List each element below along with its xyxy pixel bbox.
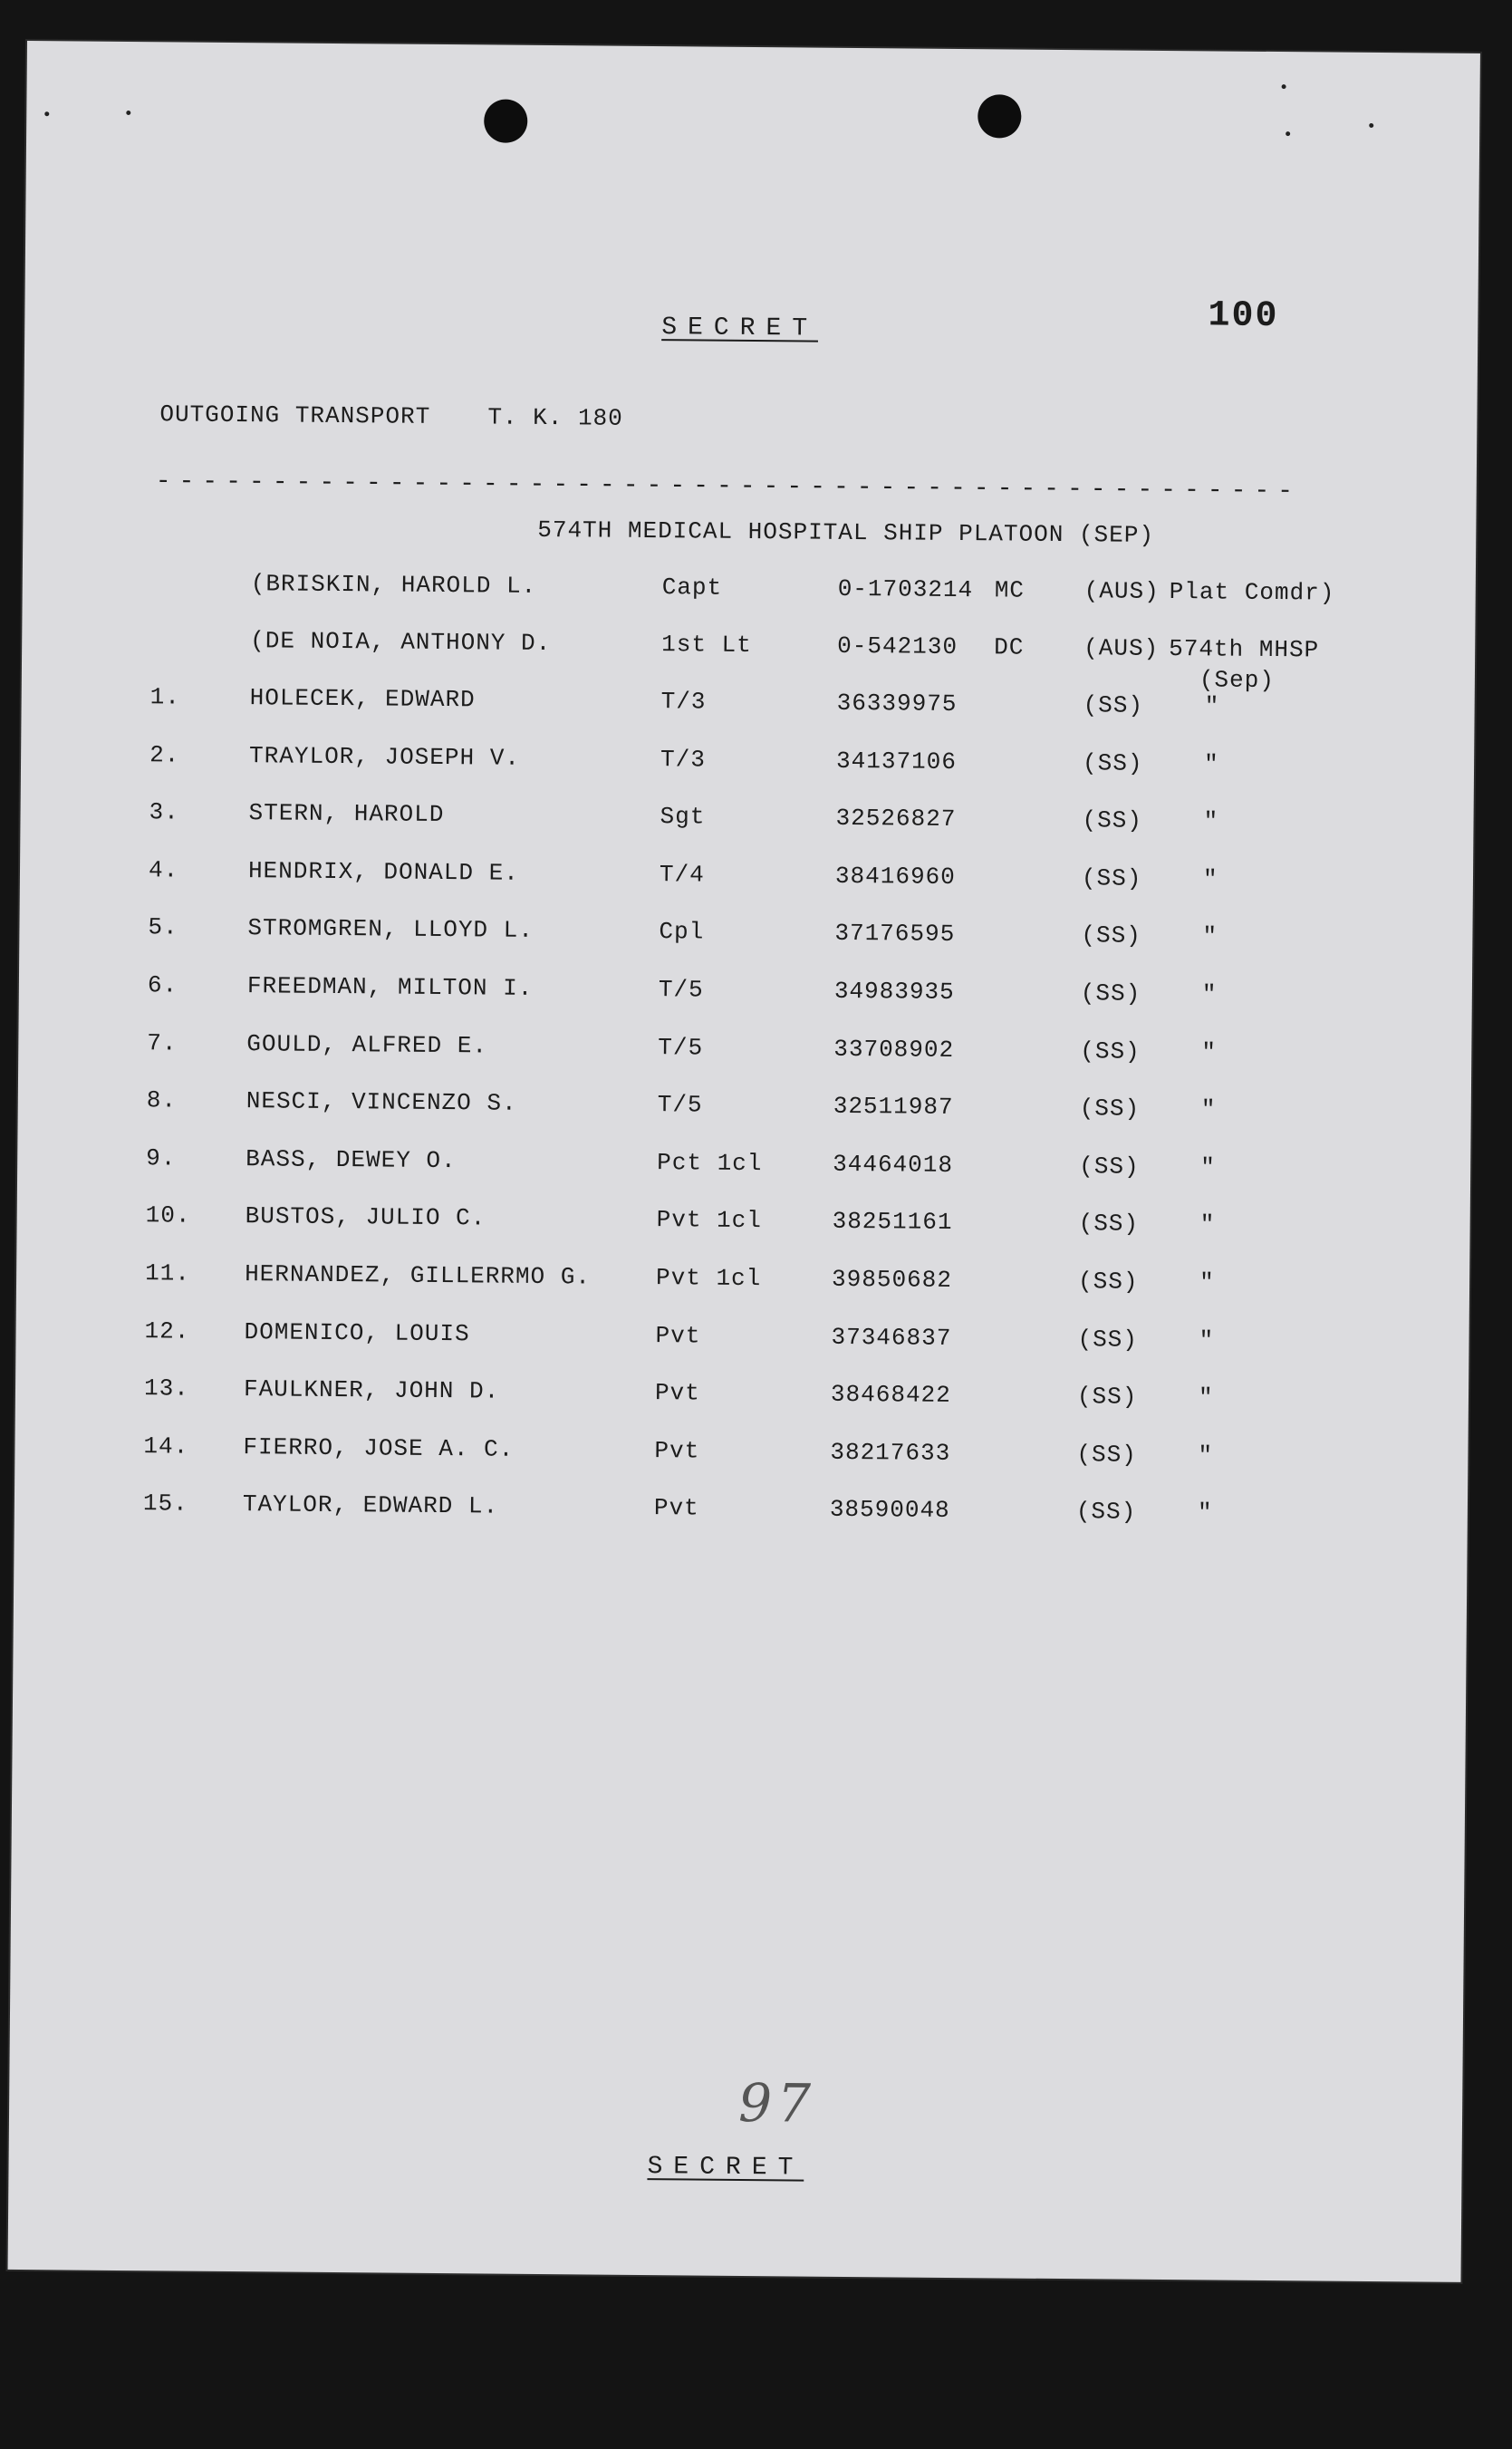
speck (1282, 84, 1286, 89)
officer-branch: DC (994, 633, 1025, 661)
roster-name: HENDRIX, DONALD E. (247, 856, 519, 887)
roster-number: 6. (147, 971, 178, 999)
roster-ditto-mark: " (1204, 692, 1220, 720)
speck (1369, 123, 1373, 128)
roster-rank: Cpl (659, 918, 705, 946)
roster-component: (SS) (1078, 1210, 1140, 1239)
roster-serial: 33708902 (833, 1035, 955, 1064)
roster-number: 3. (149, 798, 179, 826)
roster-serial: 37346837 (831, 1323, 952, 1352)
roster-number: 11. (145, 1259, 191, 1287)
roster-name: TRAYLOR, JOSEPH V. (248, 741, 521, 772)
roster-component: (SS) (1079, 1094, 1141, 1123)
roster-name: STERN, HAROLD (248, 799, 445, 829)
roster-serial: 38251161 (832, 1208, 953, 1237)
roster-number: 9. (146, 1143, 177, 1172)
roster-ditto-mark: " (1199, 1268, 1215, 1297)
roster-component: (SS) (1082, 806, 1143, 834)
officer-note: 574th MHSP (1169, 635, 1320, 664)
roster-ditto-mark: " (1199, 1326, 1215, 1355)
roster-name: DOMENICO, LOUIS (244, 1317, 470, 1347)
roster-component: (SS) (1080, 979, 1141, 1008)
roster-rank: Pvt (655, 1321, 701, 1350)
roster-component: (SS) (1076, 1440, 1137, 1469)
officer-note-continued: (Sep) (1199, 666, 1276, 695)
roster-number: 5. (148, 913, 178, 941)
roster-ditto-mark: " (1201, 1037, 1218, 1066)
roster-ditto-mark: " (1203, 807, 1219, 835)
roster-name: FIERRO, JOSE A. C. (243, 1432, 515, 1463)
roster-ditto-mark: " (1202, 922, 1218, 950)
page-number: 100 (1208, 295, 1279, 338)
roster-name: FAULKNER, JOHN D. (243, 1375, 500, 1405)
roster-rank: T/4 (659, 860, 705, 889)
roster-rank: T/5 (657, 1091, 703, 1119)
roster-ditto-mark: " (1200, 1153, 1216, 1181)
roster-component: (SS) (1080, 1036, 1141, 1065)
roster-rank: Pvt 1cl (655, 1264, 762, 1293)
roster-ditto-mark: " (1201, 980, 1218, 1008)
roster-serial: 39850682 (831, 1265, 953, 1294)
roster-serial: 37176595 (834, 920, 956, 949)
roster-rank: Sgt (660, 803, 706, 831)
roster-number: 10. (145, 1201, 191, 1230)
roster-component: (SS) (1079, 1152, 1140, 1181)
roster-name: STROMGREN, LLOYD L. (247, 914, 534, 945)
roster-ditto-mark: " (1199, 1210, 1216, 1239)
roster-serial: 32511987 (833, 1092, 954, 1122)
roster-rank: Pvt 1cl (656, 1206, 763, 1235)
roster-serial: 38468422 (830, 1380, 951, 1410)
roster-serial: 38590048 (829, 1496, 950, 1525)
punch-hole-right (978, 94, 1021, 138)
officer-component: (AUS) (1083, 634, 1160, 662)
roster-ditto-mark: " (1197, 1499, 1213, 1527)
roster-component: (SS) (1081, 863, 1142, 892)
roster-number: 8. (146, 1086, 178, 1114)
roster-serial: 38416960 (834, 862, 956, 891)
transport-id: T. K. 180 (487, 403, 623, 432)
roster-name: NESCI, VINCENZO S. (246, 1087, 517, 1117)
officer-note: Plat Comdr) (1169, 578, 1335, 607)
roster-component: (SS) (1081, 921, 1141, 950)
transport-label: OUTGOING TRANSPORT (159, 400, 431, 430)
roster-number: 2. (149, 740, 180, 769)
officer-name: (BRISKIN, HAROLD L. (250, 570, 537, 600)
roster-number: 14. (143, 1432, 189, 1461)
roster-number: 1. (149, 683, 181, 711)
roster-rank: T/3 (660, 745, 707, 774)
roster-name: GOULD, ALFRED E. (246, 1029, 488, 1060)
roster-component: (SS) (1075, 1498, 1137, 1527)
unit-title: 574TH MEDICAL HOSPITAL SHIP PLATOON (SEP) (537, 516, 1155, 549)
roster-name: BUSTOS, JULIO C. (245, 1202, 486, 1232)
roster-component: (SS) (1077, 1325, 1139, 1354)
officer-branch: MC (994, 576, 1026, 604)
officer-component: (AUS) (1083, 577, 1160, 605)
officer-rank: Capt (661, 574, 723, 602)
roster-rank: T/5 (658, 976, 704, 1004)
classification-top: SECRET (661, 313, 819, 343)
officer-name: (DE NOIA, ANTHONY D. (250, 627, 552, 658)
roster-serial: 34464018 (833, 1150, 954, 1179)
document-page (8, 41, 1480, 2282)
roster-rank: T/3 (660, 688, 707, 716)
roster-serial: 32526827 (835, 805, 957, 834)
officer-rank: 1st Lt (661, 631, 752, 660)
roster-name: BASS, DEWEY O. (246, 1144, 457, 1174)
officer-serial: 0-542130 (837, 632, 958, 660)
roster-number: 15. (142, 1490, 188, 1519)
speck (126, 111, 130, 115)
roster-ditto-mark: " (1200, 1095, 1217, 1123)
roster-number: 4. (148, 856, 179, 884)
punch-hole-left (484, 99, 527, 142)
roster-component: (SS) (1076, 1383, 1138, 1411)
roster-rank: Pct 1cl (657, 1148, 763, 1177)
roster-rank: Pvt (654, 1379, 700, 1407)
roster-name: TAYLOR, EDWARD L. (242, 1490, 499, 1520)
handwritten-number: 97 (737, 2071, 817, 2135)
classification-bottom: SECRET (647, 2153, 804, 2183)
roster-number: 7. (147, 1028, 178, 1057)
roster-serial: 38217633 (830, 1438, 951, 1467)
officer-serial: 0-1703214 (837, 574, 974, 604)
roster-rank: Pvt (653, 1494, 699, 1522)
roster-component: (SS) (1077, 1268, 1139, 1296)
speck (1286, 131, 1290, 136)
roster-serial: 36339975 (836, 689, 958, 718)
roster-ditto-mark: " (1202, 865, 1218, 893)
roster-ditto-mark: " (1198, 1441, 1214, 1470)
divider-line: ------------------------------------------------- (155, 468, 1302, 506)
roster-serial: 34983935 (833, 977, 955, 1006)
roster-component: (SS) (1083, 691, 1144, 719)
roster-component: (SS) (1082, 748, 1143, 777)
roster-ditto-mark: " (1198, 1384, 1214, 1412)
roster-name: HOLECEK, EDWARD (249, 684, 476, 714)
roster-rank: T/5 (658, 1033, 704, 1062)
roster-name: FREEDMAN, MILTON I. (246, 972, 534, 1002)
roster-number: 13. (143, 1374, 189, 1403)
roster-rank: Pvt (654, 1436, 700, 1465)
roster-ditto-mark: " (1203, 749, 1219, 778)
roster-serial: 34137106 (835, 747, 958, 776)
roster-number: 12. (144, 1316, 190, 1345)
speck (44, 111, 49, 116)
roster-name: HERNANDEZ, GILLERRMO G. (245, 1260, 592, 1291)
